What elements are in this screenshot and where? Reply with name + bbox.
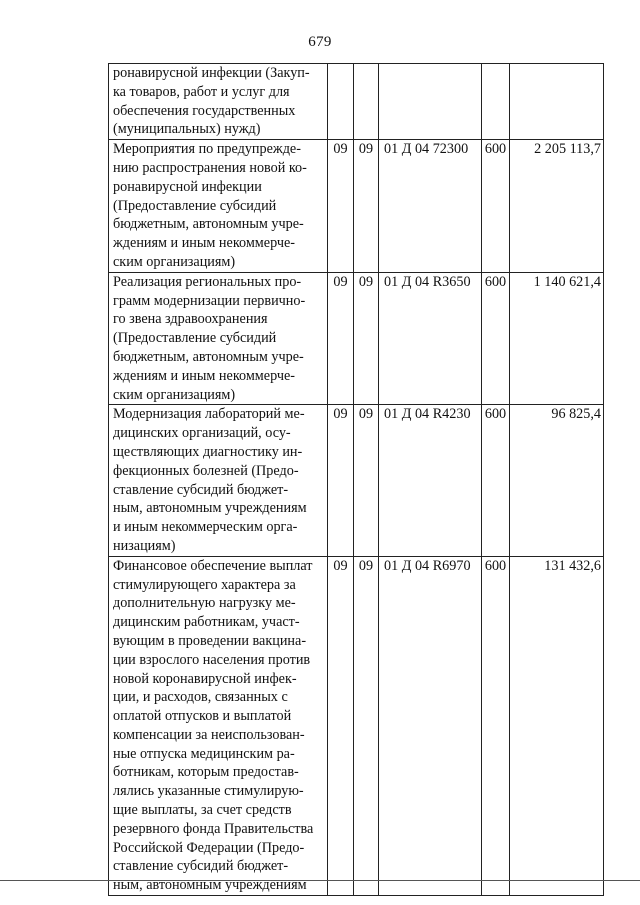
description-line: дицинским работникам, участ- [113, 614, 300, 631]
description-line: дицинских организаций, осу- [113, 425, 291, 442]
subsection-cell: 09 [354, 405, 379, 556]
target-article-cell: 01 Д 04 R3650 [379, 272, 482, 405]
description-line: ждениям и иным некоммерче- [113, 235, 295, 252]
target-article-cell [379, 64, 482, 140]
description-line: ным, автономным учреждениям [113, 877, 307, 894]
subsection-cell [354, 64, 379, 140]
description-line: ским организациям) [113, 386, 236, 403]
page-number: 679 [308, 34, 332, 50]
description-line: низациям) [113, 537, 176, 554]
expense-type-cell: 600 [482, 556, 510, 895]
table-row [109, 140, 604, 273]
budget-table [108, 63, 604, 896]
expense-type-cell: 600 [482, 405, 510, 556]
description-line: ным, автономным учреждениям [113, 500, 307, 517]
description-line: ществляющих диагностику ин- [113, 443, 303, 460]
subsection-cell: 09 [354, 556, 379, 895]
table-row [109, 272, 604, 405]
description-line: Модернизация лабораторий ме- [113, 406, 305, 423]
amount-cell: 2 205 113,7 [510, 140, 604, 273]
description-line: ставление субсидий бюджет- [113, 481, 289, 498]
amount-cell [510, 64, 604, 140]
description-line: ка товаров, работ и услуг для [113, 83, 290, 100]
description-line: бюджетным, автономным учре- [113, 216, 304, 233]
description-line: щие выплаты, за счет средств [113, 802, 292, 819]
description-line: бюджетным, автономным учре- [113, 348, 304, 365]
section-cell: 09 [328, 405, 354, 556]
table-row [109, 405, 604, 556]
amount-cell: 131 432,6 [510, 556, 604, 895]
budget-table-body [109, 64, 604, 896]
description-line: ции взрослого населения против [113, 651, 311, 668]
description-line: оплатой отпусков и выплатой [113, 708, 292, 725]
description-line: нию распространения новой ко- [113, 159, 307, 176]
description-line: Российской Федерации (Предо- [113, 839, 305, 856]
target-article-cell: 01 Д 04 R4230 [379, 405, 482, 556]
description-line: грамм модернизации первично- [113, 292, 306, 309]
description-line: ции, и расходов, связанных с [113, 689, 288, 706]
section-cell [328, 64, 354, 140]
description-line: новой коронавирусной инфек- [113, 670, 297, 687]
description-line: ским организациям) [113, 253, 236, 270]
description-line: лялись указанные стимулирую- [113, 783, 304, 800]
description-line: (муниципальных) нужд) [113, 121, 261, 138]
expense-type-cell [482, 64, 510, 140]
description-line: ронавирусной инфекции (Закуп- [113, 65, 310, 81]
expense-type-cell: 600 [482, 140, 510, 273]
footer-rule [0, 880, 640, 881]
amount-cell: 96 825,4 [510, 405, 604, 556]
description-line: Мероприятия по предупрежде- [113, 141, 301, 158]
amount-cell: 1 140 621,4 [510, 272, 604, 405]
description-line: компенсации за неиспользован- [113, 726, 305, 743]
description-line: (Предоставление субсидий [113, 197, 277, 214]
section-cell: 09 [328, 556, 354, 895]
table-row [109, 64, 604, 140]
description-line: обеспечения государственных [113, 102, 296, 119]
section-cell: 09 [328, 140, 354, 273]
subsection-cell: 09 [354, 272, 379, 405]
description-line: (Предоставление субсидий [113, 330, 277, 347]
description-line: Финансовое обеспечение выплат [113, 557, 313, 574]
description-line: и иным некоммерческим орга- [113, 519, 298, 536]
description-cell [109, 556, 328, 895]
section-cell: 09 [328, 272, 354, 405]
description-line: Реализация региональных про- [113, 273, 302, 290]
description-line: резервного фонда Правительства [113, 820, 314, 837]
description-line: дополнительную нагрузку ме- [113, 595, 296, 612]
subsection-cell: 09 [354, 140, 379, 273]
description-line: ждениям и иным некоммерче- [113, 367, 295, 384]
description-line: ботникам, которым предостав- [113, 764, 299, 781]
description-cell [109, 272, 328, 405]
description-line: стимулирующего характера за [113, 576, 296, 593]
description-line: ронавирусной инфекции [113, 178, 262, 195]
description-line: фекционных болезней (Предо- [113, 462, 299, 479]
target-article-cell: 01 Д 04 R6970 [379, 556, 482, 895]
description-line: го звена здравоохранения [113, 311, 268, 328]
description-line: ставление субсидий бюджет- [113, 858, 289, 875]
description-cell [109, 64, 328, 140]
description-line: вующим в проведении вакцина- [113, 632, 307, 649]
description-line: ные отпуска медицинским ра- [113, 745, 295, 762]
target-article-cell: 01 Д 04 72300 [379, 140, 482, 273]
description-cell [109, 140, 328, 273]
description-cell [109, 405, 328, 556]
table-row [109, 556, 604, 895]
expense-type-cell: 600 [482, 272, 510, 405]
